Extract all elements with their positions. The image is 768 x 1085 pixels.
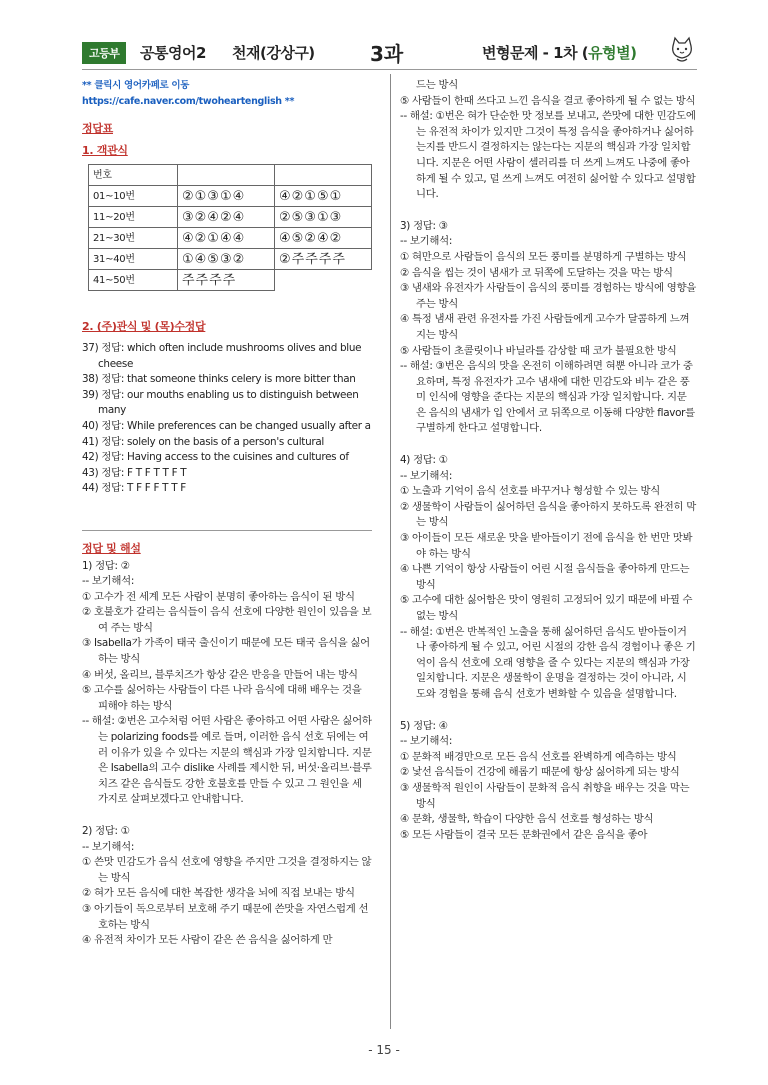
- question-4: 4) 정답: ① -- 보기해석: ① 노출과 기억이 음식 선호를 바꾸거나 형성할 수 있는 방식 ② 생물학이 사람들이 싫어하던 음식을 좋아하지 못하도록 완전히 막는 방식 ③ 아이들이 모든 새로운 맛을 받아들이기 전에 음식을 한 번만 맛봐야 하는 방식 ④ 나쁜 기억이 항상 사람들이 어린 시절 음식들을 좋아하게 만드는 방식 ⑤ 고수에 대한 싫어함은 맛이 영원히 고정되어 있기 때문에 바뀔 수 없는 방식 -- 해설: ①번은 반복적인 노출을 통해 싫어하던 음식도 받아들이거나 좋아하게 될 수 있고, 어린 시절의 강한 음식 경험이나 좋은 기억이 음식 선호에 오래 영향을 줄 수 있다는 지문의 핵심과 가장 일치합니다. 지문은 생물학이 운명을 결정하는 것이 아니라, 시도와 경험을 통해 음식 선호가 변화할 수 있음을 설명합니다.: [400, 453, 696, 703]
- section-divider: [82, 530, 372, 531]
- table-row: 11~20번 ③②④②④ ②⑤③①③: [89, 207, 372, 228]
- list-item: 42) 정답: Having access to the cuisines and cultures of: [82, 451, 349, 464]
- list-item: ② 혀가 모든 음식에 대한 복잡한 생각을 뇌에 직접 보내는 방식: [82, 887, 355, 900]
- list-item: ② 호불호가 갈리는 음식들이 음식 선호에 다양한 원인이 있음을 보여 주는 방식: [82, 606, 372, 634]
- list-item: ④ 나쁜 기억이 항상 사람들이 어린 시절 음식들을 좋아하게 만드는 방식: [400, 563, 690, 591]
- list-item: ③ 냄새와 유전자가 사람들이 음식의 풍미를 경험하는 방식에 영향을 주는 방식: [400, 282, 696, 310]
- list-item: ⑤ 사람들이 초콜릿이나 바닐라를 감상할 때 코가 불필요한 방식: [400, 344, 677, 357]
- table-header: 번호: [89, 165, 178, 186]
- subject-title: 공통영어2: [140, 44, 206, 62]
- answer-table: [88, 164, 372, 291]
- list-item: ④ 유전적 차이가 모든 사람이 같은 쓴 음식을 싫어하게 만: [82, 934, 333, 947]
- list-item: 38) 정답: that someone thinks celery is more bitter than: [82, 373, 356, 386]
- list-item: ① 쓴맛 민감도가 음식 선호에 영향을 주지만 그것을 결정하지는 않는 방식: [82, 856, 372, 884]
- grade-badge: 고등부: [82, 42, 126, 64]
- header-divider: [82, 69, 697, 70]
- list-item: ⑤ 고수에 대한 싫어함은 맛이 영원히 고정되어 있기 때문에 바뀔 수 없는 방식: [400, 594, 693, 622]
- list-item: 44) 정답: T F F F T T F: [82, 482, 186, 495]
- list-item: ① 고수가 전 세계 모든 사람이 분명히 좋아하는 음식이 된 방식: [82, 590, 355, 603]
- test-type-title: 변형문제 - 1차 (유형별): [482, 44, 637, 62]
- list-item: 40) 정답: While preferences can be changed usually after a: [82, 419, 371, 432]
- list-item: ⑤ 사람들이 한때 쓰다고 느낀 음식을 결코 좋아하게 될 수 없는 방식: [400, 94, 696, 107]
- list-item: ① 혀만으로 사람들이 음식의 모든 풍미를 분명하게 구별하는 방식: [400, 250, 687, 263]
- list-item: ② 음식을 씹는 것이 냄새가 코 뒤쪽에 도달하는 것을 막는 방식: [400, 266, 673, 279]
- list-item: 43) 정답: F T F T T F T: [82, 466, 187, 479]
- list-item: ④ 버섯, 올리브, 블루치즈가 항상 같은 반응을 만들어 내는 방식: [82, 668, 358, 681]
- publisher-title: 천재(강상구): [232, 44, 315, 62]
- list-item: ① 문화적 배경만으로 모든 음식 선호를 완벽하게 예측하는 방식: [400, 750, 677, 763]
- right-column: [400, 78, 696, 843]
- column-divider: [390, 74, 391, 1029]
- list-item: 37) 정답: which often include mushrooms olives and blue cheese: [82, 341, 362, 370]
- subjective-answers: [82, 341, 372, 497]
- table-row: 01~10번 ②①③①④ ④②①⑤①: [89, 186, 372, 207]
- page-number: - 15 -: [368, 1043, 400, 1057]
- table-row: 31~40번 ①④⑤③② ②주주주주: [89, 249, 372, 270]
- list-item: ② 낯선 음식들이 건강에 해롭기 때문에 항상 싫어하게 되는 방식: [400, 766, 680, 779]
- question-2-continued: 드는 방식 ⑤ 사람들이 한때 쓰다고 느낀 음식을 결코 좋아하게 될 수 없는 방식 -- 해설: ①번은 혀가 단순한 맛 정보를 보내고, 쓴맛에 대한 민감도에는 유전적 차이가 있지만 그것이 특정 음식을 좋아하거나 싫어하는지를 반드시 결정하지는 않는다는 지문의 핵심과 가장 일치합니다. 지문은 어떤 사람이 셀러리를 더 쓰게 느껴도 나중에 좋아하게 될 수 있고, 덜 쓰게 느껴도 여전히 싫어할 수 있다고 설명합니다.: [400, 78, 696, 203]
- question-3: 3) 정답: ③ -- 보기해석: ① 혀만으로 사람들이 음식의 모든 풍미를 분명하게 구별하는 방식 ② 음식을 씹는 것이 냄새가 코 뒤쪽에 도달하는 것을 막는 방식 ③ 냄새와 유전자가 사람들이 음식의 풍미를 경험하는 방식에 영향을 주는 방식 ④ 특정 냄새 관련 유전자를 가진 사람들에게 고수가 달콤하게 느껴지는 방식 ⑤ 사람들이 초콜릿이나 바닐라를 감상할 때 코가 불필요한 방식 -- 해설: ③번은 음식의 맛을 온전히 이해하려면 혀뿐 아니라 코가 중요하며, 특정 유전자가 고수 냄새에 대한 민감도와 비누 같은 풍미 인식에 영향을 준다는 지문의 핵심과 가장 일치합니다. 지문은 음식의 냄새가 입 안에서 코 뒤쪽으로 이동해 다양한 flavor를 구별하게 한다고 설명합니다.: [400, 219, 696, 437]
- list-item: 41) 정답: solely on the basis of a person's cultural: [82, 435, 324, 448]
- list-item: ③ 아이들이 모든 새로운 맛을 받아들이기 전에 음식을 한 번만 맛봐야 하는 방식: [400, 532, 693, 560]
- cafe-link[interactable]: ** 클릭시 영어카페로 이동 https://cafe.naver.com/twoheartenglish **: [82, 80, 295, 107]
- question-1: 1) 정답: ② -- 보기해석: ① 고수가 전 세계 모든 사람이 분명히 좋아하는 음식이 된 방식 ② 호불호가 갈리는 음식들이 음식 선호에 다양한 원인이 있음을 보여 주는 방식 ③ Isabella가 가족이 태국 출신이기 때문에 모든 태국 음식을 싫어하는 방식 ④ 버섯, 올리브, 블루치즈가 항상 같은 반응을 만들어 내는 방식 ⑤ 고수를 싫어하는 사람들이 다른 나라 음식에 대해 배우는 것을 피해야 하는 방식 -- 해설: ②번은 고수처럼 어떤 사람은 좋아하고 어떤 사람은 싫어하는 polarizing foods를 예로 들며, 이러한 음식 선호 뒤에는 여러 이유가 있을 수 있다는 지문의 핵심과 가장 일치합니다. 지문은 Isabella의 고수 dislike 사례를 제시한 뒤, 버섯·올리브·블루치즈 같은 음식들도 강한 호불호를 만들 수 있고 그 원인을 세 가지로 살펴보겠다고 안내합니다.: [82, 559, 372, 809]
- explanation: -- 해설: ①번은 반복적인 노출을 통해 싫어하던 음식도 받아들이거나 좋아하게 될 수 있고, 어린 시절의 강한 음식 경험이나 좋은 기억이 음식 선호에 오래 영향을 줄 수 있다는 지문의 핵심과 가장 일치합니다. 지문은 생물학이 운명을 결정하는 것이 아니라, 시도와 경험을 통해 음식 선호가 변화할 수 있음을 설명합니다.: [400, 625, 696, 700]
- lesson-title: 3과: [370, 42, 404, 66]
- list-item: ④ 문화, 생물학, 학습이 다양한 음식 선호를 형성하는 방식: [400, 813, 654, 826]
- subjective-title: 2. (주)관식 및 (목)수정답: [82, 320, 206, 334]
- list-item: ④ 특정 냄새 관련 유전자를 가진 사람들에게 고수가 달콤하게 느껴지는 방식: [400, 313, 690, 341]
- list-item: ③ Isabella가 가족이 태국 출신이기 때문에 모든 태국 음식을 싫어하는 방식: [82, 637, 370, 666]
- question-5: 5) 정답: ④ -- 보기해석: ① 문화적 배경만으로 모든 음식 선호를 완벽하게 예측하는 방식 ② 낯선 음식들이 건강에 해롭기 때문에 항상 싫어하게 되는 방식 ③ 생물학적 원인이 사람들이 문화적 음식 취향을 배우는 것을 막는 방식 ④ 문화, 생물학, 학습이 다양한 음식 선호를 형성하는 방식 ⑤ 모든 사람들이 결국 모든 문화권에서 같은 음식을 좋아: [400, 719, 696, 844]
- left-column: [82, 78, 372, 949]
- list-item: ③ 아기들이 독으로부터 보호해 주기 때문에 쓴맛을 자연스럽게 선호하는 방식: [82, 902, 369, 931]
- cat-mascot-icon: [667, 34, 697, 64]
- list-item: ① 노출과 기억이 음식 선호를 바꾸거나 형성할 수 있는 방식: [400, 485, 660, 498]
- explanation: -- 해설: ①번은 혀가 단순한 맛 정보를 보내고, 쓴맛에 대한 민감도에는 유전적 차이가 있지만 그것이 특정 음식을 좋아하거나 싫어하는지를 반드시 결정하지는 않는다는 지문의 핵심과 가장 일치합니다. 지문은 어떤 사람이 셀러리를 더 쓰게 느껴도 나중에 좋아하게 될 수 있고, 덜 쓰게 느껴도 여전히 싫어할 수 있다고 설명합니다.: [400, 110, 696, 201]
- table-row: 41~50번 주주주주: [89, 270, 372, 291]
- list-item: ③ 생물학적 원인이 사람들이 문화적 음식 취향을 배우는 것을 막는 방식: [400, 781, 690, 810]
- list-item: ⑤ 모든 사람들이 결국 모든 문화권에서 같은 음식을 좋아: [400, 828, 648, 841]
- question-2: 2) 정답: ① -- 보기해석: ① 쓴맛 민감도가 음식 선호에 영향을 주지만 그것을 결정하지는 않는 방식 ② 혀가 모든 음식에 대한 복잡한 생각을 뇌에 직접 보내는 방식 ③ 아기들이 독으로부터 보호해 주기 때문에 쓴맛을 자연스럽게 선호하는 방식 ④ 유전적 차이가 모든 사람이 같은 쓴 음식을 싫어하게 만: [82, 824, 372, 949]
- list-item: ② 생물학이 사람들이 싫어하던 음식을 좋아하지 못하도록 완전히 막는 방식: [400, 500, 696, 529]
- list-item: 39) 정답: our mouths enabling us to distinguish between many: [82, 388, 359, 417]
- table-row: 21~30번 ④②①④④ ④⑤②④②: [89, 228, 372, 249]
- list-item: ⑤ 고수를 싫어하는 사람들이 다른 나라 음식에 대해 배우는 것을 피해야 하는 방식: [82, 684, 362, 712]
- page-header: [82, 40, 697, 66]
- explanation: -- 해설: ③번은 음식의 맛을 온전히 이해하려면 혀뿐 아니라 코가 중요하며, 특정 유전자가 고수 냄새에 대한 민감도와 비누 같은 풍미 인식에 영향을 준다는 지문의 핵심과 가장 일치합니다. 지문은 음식의 냄새가 입 안에서 코 뒤쪽으로 이동해 다양한 flavor를 구별하게 한다고 설명합니다.: [400, 360, 695, 435]
- explanation: -- 해설: ②번은 고수처럼 어떤 사람은 좋아하고 어떤 사람은 싫어하는 polarizing foods를 예로 들며, 이러한 음식 선호 뒤에는 여러 이유가 있을 수 있다는 지문의 핵심과 가장 일치합니다. 지문은 Isabella의 고수 dislike 사례를 제시한 뒤, 버섯·올리브·블루치즈 같은 음식들도 강한 호불호를 만들 수 있고 그 원인을 세 가지로 살펴보겠다고 안내합니다.: [82, 715, 372, 806]
- answer-table-title: 정답표: [82, 122, 113, 136]
- explain-title: 정답 및 해설: [82, 541, 141, 555]
- objective-title: 1. 객관식: [82, 143, 128, 157]
